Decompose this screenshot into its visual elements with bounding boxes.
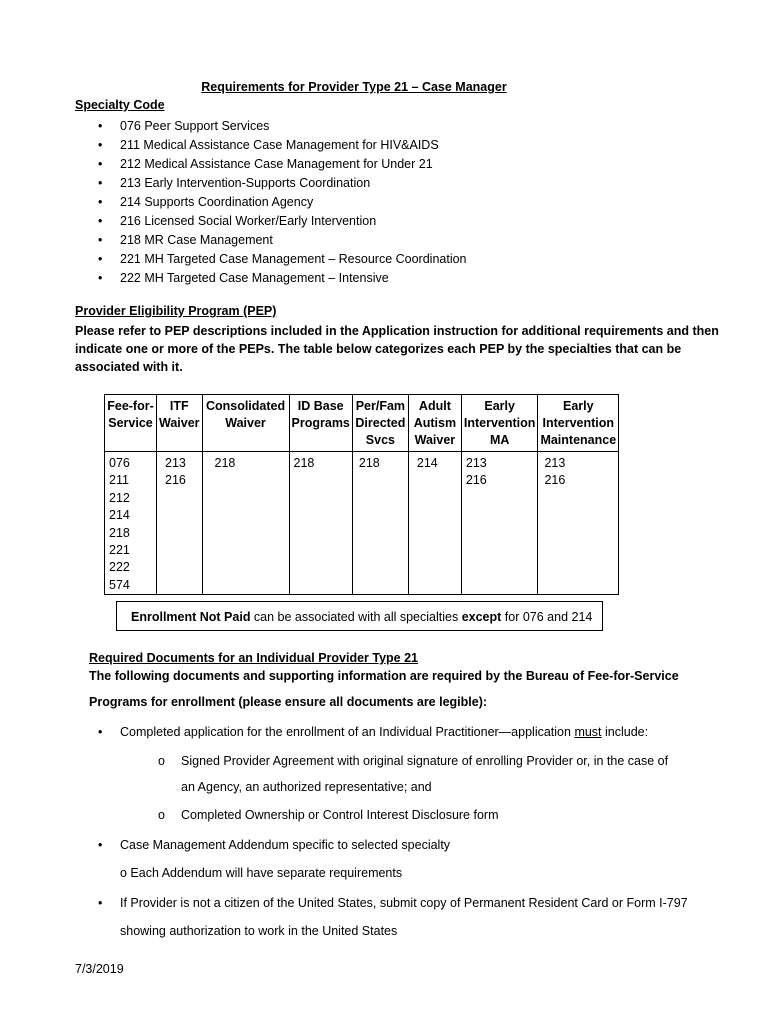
bullet-icon: •: [98, 725, 103, 739]
header-line: Waiver: [159, 416, 200, 430]
list-item: • 076 Peer Support Services: [98, 117, 467, 136]
table-cell-fee-for-service: [105, 452, 157, 595]
list-item: • 221 MH Targeted Case Management – Resource Coordination: [98, 250, 467, 269]
required-documents-heading: Required Documents for an Individual Provider Type 21: [89, 651, 419, 665]
cell-value: 221: [109, 543, 130, 558]
header-line: Early: [484, 399, 515, 413]
cell-value: 076: [109, 456, 130, 470]
col-header-consolidated-waiver: [202, 395, 289, 452]
bullet-addendum: Case Management Addendum specific to selected specialty: [120, 838, 451, 852]
header-line: Adult: [418, 399, 451, 413]
cell-value: 218: [214, 456, 236, 470]
cell-value: 222: [109, 560, 130, 575]
col-header-adult-autism-waiver: [408, 395, 461, 452]
header-line: Early: [563, 399, 594, 413]
header-line: ID Base: [297, 399, 344, 413]
list-item: • 212 Medical Assistance Case Management for Under 21: [98, 155, 467, 174]
cell-value: 218: [293, 456, 315, 470]
list-item: • 214 Supports Coordination Agency: [98, 193, 467, 212]
bullet-application: [120, 725, 648, 739]
pep-intro-line: Please refer to PEP descriptions included in the Application instruction for additional requirements and then: [75, 324, 719, 338]
table-cell-itf-waiver: [157, 452, 203, 595]
header-line: Service: [108, 416, 153, 430]
cell-value: 214: [109, 508, 130, 523]
pep-intro-line: associated with it.: [75, 360, 183, 374]
cell-value: 216: [544, 473, 566, 488]
note-bold-term: Enrollment Not Paid: [131, 610, 251, 624]
header-line: Programs: [291, 416, 350, 430]
sub-bullet-addendum-requirements: o Each Addendum will have separate requirements: [120, 866, 403, 880]
table-cell-per-fam-directed-svcs: [352, 452, 408, 595]
cell-value: 574: [109, 577, 130, 592]
note-bold-except: except: [461, 610, 502, 624]
note-text: for 076 and 214: [501, 610, 593, 624]
header-line: Waiver: [225, 416, 266, 430]
header-line: Intervention: [463, 416, 536, 430]
col-header-itf-waiver: [157, 395, 203, 452]
required-documents-intro: Programs for enrollment (please ensure all documents are legible):: [89, 695, 488, 709]
sub-bullet-provider-agreement: Signed Provider Agreement with original signature of enrolling Provider or, in the case of: [181, 754, 669, 768]
col-header-fee-for-service: [105, 395, 157, 452]
header-line: Fee-for-: [107, 399, 154, 413]
table-row: [105, 452, 619, 595]
cell-value: 214: [416, 456, 438, 470]
header-line: Autism: [413, 416, 457, 430]
bullet-citizenship-cont: showing authorization to work in the United States: [120, 924, 398, 938]
pep-intro-line: indicate one or more of the PEPs. The table below categorizes each PEP by the specialties that can be: [75, 342, 682, 356]
pep-heading: Provider Eligibility Program (PEP): [75, 304, 277, 318]
cell-value: 212: [109, 490, 130, 505]
col-header-id-base-programs: [289, 395, 352, 452]
page-title: Requirements for Provider Type 21 – Case Manager: [201, 80, 507, 94]
sub-bullet-icon: o: [158, 808, 165, 822]
table-cell-consolidated-waiver: [202, 452, 289, 595]
header-line: ITF: [169, 399, 189, 413]
list-item: • 222 MH Targeted Case Management – Intensive: [98, 269, 467, 288]
sub-bullet-ownership-form: Completed Ownership or Control Interest Disclosure form: [181, 808, 499, 822]
bullet-icon: •: [98, 838, 103, 852]
cell-value: 218: [358, 456, 380, 470]
pep-table: [104, 394, 619, 595]
header-line: Consolidated: [205, 399, 286, 413]
table-header-row: [105, 395, 619, 452]
list-item: • 211 Medical Assistance Case Management for HIV&AIDS: [98, 136, 467, 155]
header-line: Intervention: [542, 416, 615, 430]
specialty-code-list: [98, 117, 467, 288]
bullet-text: Completed application for the enrollment of an Individual Practitioner—application: [120, 725, 575, 739]
cell-value: 218: [109, 525, 130, 540]
bullet-text: include:: [601, 725, 649, 739]
table-cell-early-intervention-ma: [461, 452, 538, 595]
required-documents-intro: The following documents and supporting information are required by the Bureau of Fee-for-Service: [89, 669, 679, 683]
col-header-early-intervention-ma: [461, 395, 538, 452]
bullet-citizenship: If Provider is not a citizen of the United States, submit copy of Permanent Resident Card or Form I-797: [120, 896, 688, 910]
bullet-icon: •: [98, 896, 103, 910]
sub-bullet-icon: o: [158, 754, 165, 768]
sub-bullet-provider-agreement-cont: an Agency, an authorized representative; and: [181, 780, 432, 794]
bullet-emphasis: must: [574, 725, 602, 739]
cell-value: 216: [165, 473, 186, 488]
specialty-heading: Specialty Code: [75, 98, 165, 112]
note-text: can be associated with all specialties: [250, 610, 462, 624]
cell-value: 213: [465, 456, 487, 470]
cell-value: 216: [465, 473, 487, 488]
table-cell-adult-autism-waiver: [408, 452, 461, 595]
footer-date: 7/3/2019: [75, 962, 124, 976]
cell-value: 213: [544, 456, 566, 470]
header-line: Directed: [355, 416, 406, 430]
header-line: Svcs: [365, 433, 395, 447]
cell-value: 211: [109, 473, 129, 488]
header-line: Maintenance: [540, 433, 617, 447]
header-line: Per/Fam: [355, 399, 406, 413]
enrollment-not-paid-note: [116, 601, 603, 631]
list-item: • 213 Early Intervention-Supports Coordination: [98, 174, 467, 193]
cell-value: 213: [165, 456, 186, 470]
col-header-early-intervention-maintenance: [538, 395, 619, 452]
header-line: MA: [489, 433, 510, 447]
list-item: • 218 MR Case Management: [98, 231, 467, 250]
col-header-per-fam-directed-svcs: [352, 395, 408, 452]
table-cell-id-base-programs: [289, 452, 352, 595]
header-line: Waiver: [414, 433, 456, 447]
table-cell-early-intervention-maintenance: [538, 452, 619, 595]
list-item: • 216 Licensed Social Worker/Early Intervention: [98, 212, 467, 231]
